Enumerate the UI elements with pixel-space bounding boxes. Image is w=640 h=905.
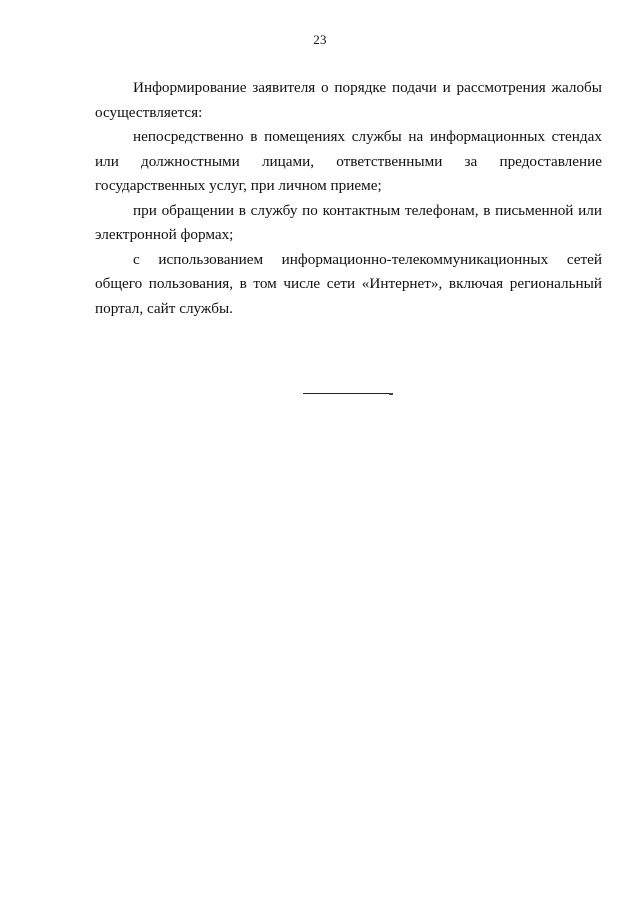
- paragraph-info-stands: непосредственно в помещениях службы на информационных стендах или должностными лицами, ответственными за предоставление государственных услуг, при личном приеме;: [95, 128, 602, 194]
- page-number: 23: [313, 32, 327, 47]
- end-divider-tick: [389, 393, 393, 395]
- paragraph-internet: с использованием информационно-телекоммуникационных сетей общего пользования, в том числе сети «Интернет», включая региональный портал, сайт службы.: [95, 250, 602, 317]
- paragraph-complaint-info: Информирование заявителя о порядке подачи и рассмотрения жалобы осуществляется:: [95, 79, 602, 121]
- paragraph-phone-written: при обращении в службу по контактным телефонам, в письменной или электронной формах;: [95, 201, 602, 243]
- end-divider-line: [303, 393, 392, 394]
- document-body: [95, 76, 602, 321]
